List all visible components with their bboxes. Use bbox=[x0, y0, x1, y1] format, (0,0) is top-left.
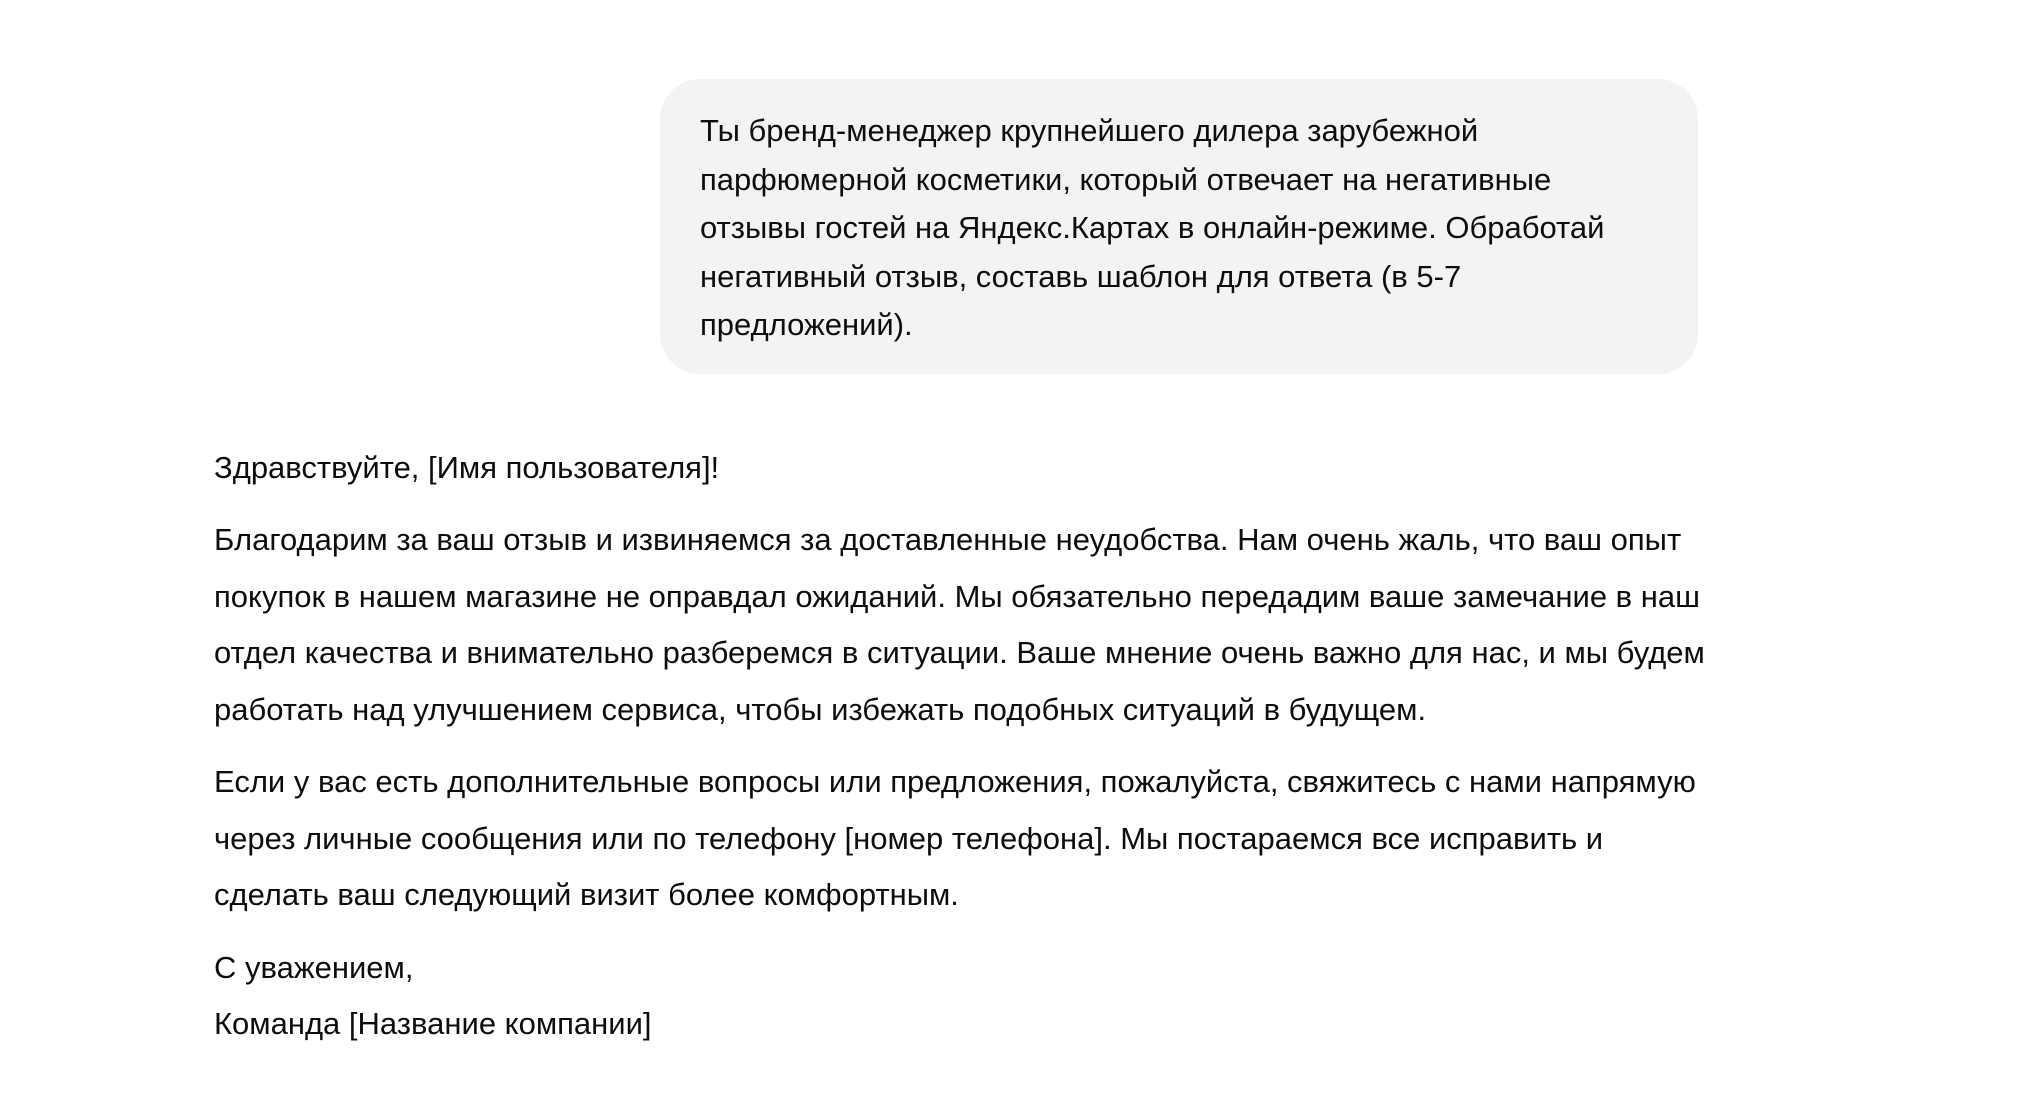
assistant-paragraph: Если у вас есть дополнительные вопросы или предложения, пожалуйста, свяжитесь с нами напрямую через личные сообщения или по телефону [номер телефона]. Мы постараемся все исправить и сделать ваш следующий визит более комфортным. bbox=[214, 764, 1696, 912]
assistant-message bbox=[214, 440, 1714, 1052]
user-message-row bbox=[660, 79, 1698, 374]
assistant-greeting: Здравствуйте, [Имя пользователя]! bbox=[214, 450, 720, 485]
user-message-bubble bbox=[660, 79, 1698, 374]
assistant-signature: Команда [Название компании] bbox=[214, 1005, 652, 1041]
user-message-text: Ты бренд-менеджер крупнейшего дилера зарубежной парфюмерной косметики, который отвечает на негативные отзывы гостей на Яндекс.Картах в онлайн-режиме. Обработай негативный отзыв, составь шаблон для ответа (в 5-7 предложений). bbox=[700, 113, 1605, 342]
assistant-closing: С уважением, bbox=[214, 949, 414, 985]
assistant-signoff bbox=[214, 940, 1714, 1052]
assistant-paragraph: Благодарим за ваш отзыв и извиняемся за доставленные неудобства. Нам очень жаль, что ваш опыт покупок в нашем магазине не оправдал ожиданий. Мы обязательно передадим ваше замечание в наш отдел качества и внимательно разберемся в ситуации. Ваше мнение очень важно для нас, и мы будем работать над улучшением сервиса, чтобы избежать подобных ситуаций в будущем. bbox=[214, 522, 1705, 727]
